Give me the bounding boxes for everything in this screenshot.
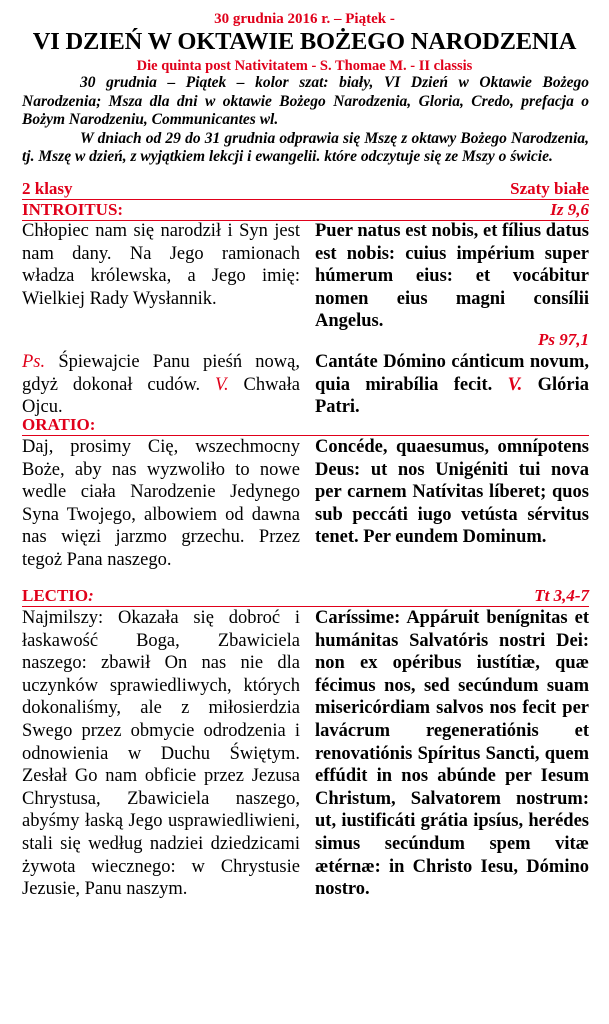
- date-line: 30 grudnia 2016 r. – Piątek -: [214, 11, 395, 27]
- introitus-heading-bar: [22, 200, 589, 221]
- versicle-marker: V.: [215, 374, 229, 395]
- lectio-heading-colon: :: [88, 586, 94, 605]
- oratio-latin: Concéde, quaesumus, omnípotens Deus: ut nos Unigéniti tui nova per carnem Natívitas líberet; quos sub peccáti iugo vetústa sérvitus tenet. Per eundem Dominum.: [315, 437, 589, 548]
- lectio-ref: Tt 3,4-7: [534, 586, 589, 605]
- introitus-polish: Chłopiec nam się narodził i Syn jest nam dany. Na Jego ramionach władza królewska, a Jego imię: Wielkiej Rady Wysłannik.: [22, 221, 300, 309]
- psalm-latin-block: [315, 351, 589, 419]
- lectio-heading-bar: [22, 586, 589, 607]
- gloria-polish: Chwała Ojcu.: [22, 374, 300, 418]
- latin-subtitle: Die quinta post Nativitatem - S. Thomae M. - II classis: [136, 58, 473, 74]
- liturgical-class: 2 klasy: [22, 179, 73, 198]
- rubric-block: [22, 74, 589, 167]
- vestment-color: Szaty białe: [510, 179, 589, 198]
- psalm-polish: Śpiewajcie Panu pieśń nową, gdyż dokonał cudów.: [22, 352, 300, 395]
- lectio-latin: Caríssime: Appáruit benígnitas et humánitas Salvatóris nostri Dei: non ex opéribus iustítiæ, quæ fécimus nos, sed secúndum suam misericórdiam salvos nos fecit per lavácrum regeneratiónis et renovatiónis Spíritus Sancti, quem effúdit in nos abúnde per Iesum Christum, Salvatorem nostrum: ut, iustificáti grátia ipsíus, herédes simus secúndum spem vitæ ætérnæ: in Christo Iesu, Dómino nostro.: [315, 608, 589, 900]
- psalm-latin: Cantáte Dómino cánticum novum, quia mirabília fecit.: [315, 352, 589, 395]
- psalm-marker: Ps.: [22, 352, 46, 372]
- psalm-polish-block: [22, 351, 300, 419]
- class-bar: [22, 180, 589, 200]
- oratio-heading: ORATIO:: [22, 415, 96, 434]
- gloria-latin: Glória Patri.: [315, 374, 589, 418]
- lectio-heading: LECTIO: [22, 586, 89, 605]
- oratio-heading-bar: [22, 415, 589, 436]
- introitus-ref: Iz 9,6: [550, 200, 589, 219]
- rubric-paragraph-2: W dniach od 29 do 31 grudnia odprawia się Mszę z oktawy Bożego Narodzenia, tj. Mszę w dzień, z wyjątkiem lekcji i ewangelii. które odczytuje się ze Mszy o świcie.: [22, 129, 589, 165]
- psalm-ref: Ps 97,1: [538, 330, 589, 349]
- introitus-latin: Puer natus est nobis, et fílius datus est nobis: cuius impérium super húmerum eius: et vocábitur nomen eius magni consílii Angelus.: [315, 221, 589, 332]
- lectio-polish: Najmilszy: Okazała się dobroć i łaskawość Boga, Zbawiciela naszego: zbawił On nas nie dla uczynków sprawiedliwych, których dokonaliśmy, ale z miłosierdzia Swego przez obmycie odrodzenia i odnowienia w Duchu Świętym. Zesłał Go nam obficie przez Jezusa Chrystusa, Zbawiciela naszego, abyśmy łaską Jego usprawiedliwieni, stali się według nadziei dziedzicami żywota wiecznego: w Chrystusie Jezusie, Panu naszym.: [22, 608, 300, 900]
- versicle-marker-latin: V.: [507, 374, 523, 395]
- page-title: VI DZIEŃ W OKTAWIE BOŻEGO NARODZENIA: [32, 28, 577, 55]
- lectio-heading-wrap: [22, 586, 94, 605]
- rubric-paragraph-1: 30 grudnia – Piątek – kolor szat: biały, VI Dzień w Oktawie Bożego Narodzenia; Msza dla dni w oktawie Bożego Narodzenia, Gloria, Credo, prefacja o Bożym Narodzeniu, Communicantes wl.: [22, 74, 589, 128]
- oratio-polish: Daj, prosimy Cię, wszechmocny Boże, aby nas wyzwoliło to nowe wedle ciała Narodzenie Jedynego Syna Twojego, albowiem od dawna nas więzi jarzmo grzechu. Przez tegoż Pana naszego.: [22, 437, 300, 570]
- introitus-heading: INTROITUS:: [22, 200, 124, 219]
